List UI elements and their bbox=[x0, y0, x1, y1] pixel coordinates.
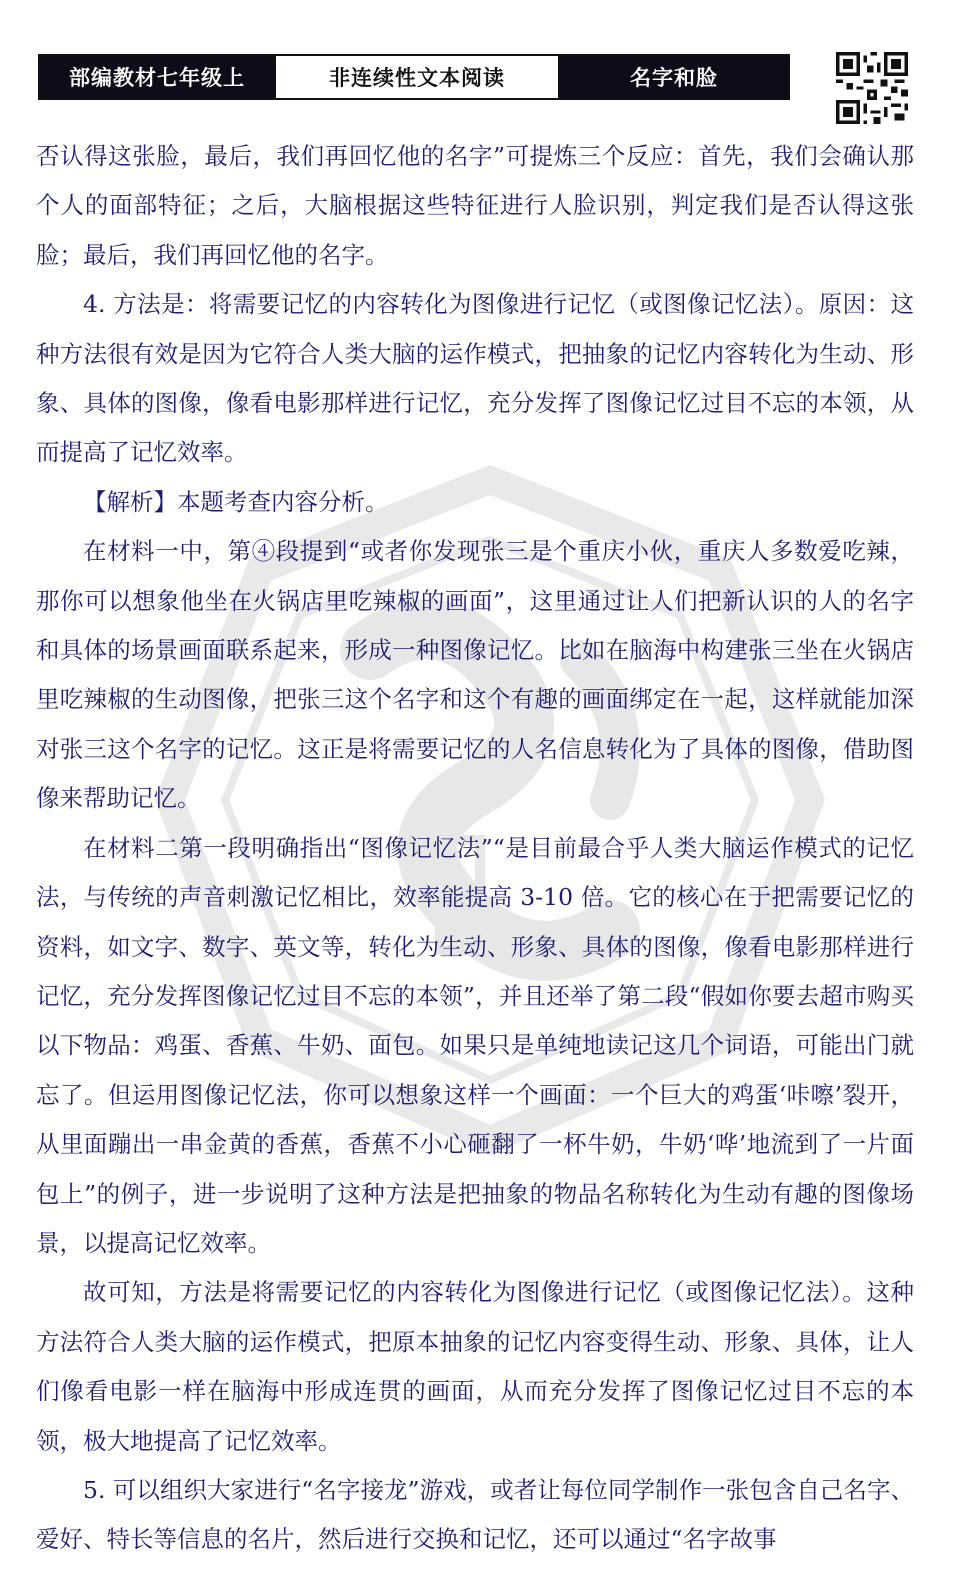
answer-text-body bbox=[36, 132, 914, 1565]
paragraph: 5. 可以组织大家进行“名字接龙”游戏，或者让每位同学制作一张包含自己名字、爱好、特长等信息的名片，然后进行交换和记忆，还可以通过“名字故事 bbox=[36, 1475, 914, 1554]
paragraph: 【解析】本题考查内容分析。 bbox=[83, 487, 389, 516]
paragraph: 否认得这张脸，最后，我们再回忆他的名字”可提炼三个反应：首先，我们会确认那个人的面部特征；之后，大脑根据这些特征进行人脸识别，判定我们是否认得这张脸；最后，我们再回忆他的名字。 bbox=[36, 142, 914, 269]
paragraph: 故可知，方法是将需要记忆的内容转化为图像进行记忆（或图像记忆法）。这种方法符合人类大脑的运作模式，把原本抽象的记忆内容变得生动、形象、具体，让人们像看电影一样在脑海中形成连贯的画面，从而充分发挥了图像记忆过目不忘的本领，极大地提高了记忆效率。 bbox=[36, 1278, 914, 1455]
header-title-label: 名字和脸 bbox=[560, 56, 788, 98]
paragraph: 在材料一中，第④段提到“或者你发现张三是个重庆小伙，重庆人多数爱吃辣，那你可以想象他坐在火锅店里吃辣椒的画面”，这里通过让人们把新认识的人的名字和具体的场景画面联系起来，形成一种图像记忆。比如在脑海中构建张三坐在火锅店里吃辣椒的生动图像，把张三这个名字和这个有趣的画面绑定在一起，这样就能加深对张三这个名字的记忆。这正是将需要记忆的人名信息转化为了具体的图像，借助图像来帮助记忆。 bbox=[36, 537, 914, 813]
paragraph: 在材料二第一段明确指出“图像记忆法”“是目前最合乎人类大脑运作模式的记忆法，与传统的声音刺激记忆相比，效率能提高 3-10 倍。它的核心在于把需要记忆的资料，如文字、数字、英文等，转化为生动、形象、具体的图像，像看电影那样进行记忆，充分发挥图像记忆过目不忘的本领”，并且还举了第二段“假如你要去超市购买以下物品：鸡蛋、香蕉、牛奶、面包。如果只是单纯地读记这几个词语，可能出门就忘了。但运用图像记忆法，你可以想象这样一个画面：一个巨大的鸡蛋‘咔嚓’裂开，从里面蹦出一串金黄的香蕉，香蕉不小心砸翻了一杯牛奶，牛奶‘哗’地流到了一片面包上”的例子，进一步说明了这种方法是把抽象的物品名称转化为生动有趣的图像场景，以提高记忆效率。 bbox=[36, 833, 914, 1257]
qr-code-icon[interactable] bbox=[836, 52, 908, 124]
paragraph: 4. 方法是：将需要记忆的内容转化为图像进行记忆（或图像记忆法）。原因：这种方法很有效是因为它符合人类大脑的运作模式，把抽象的记忆内容转化为生动、形象、具体的图像，像看电影那样进行记忆，充分发挥了图像记忆过目不忘的本领，从而提高了记忆效率。 bbox=[36, 290, 914, 467]
header-grade-label: 部编教材七年级上 bbox=[40, 56, 274, 98]
header-topic-label: 非连续性文本阅读 bbox=[274, 56, 560, 98]
header-bar bbox=[38, 54, 790, 100]
